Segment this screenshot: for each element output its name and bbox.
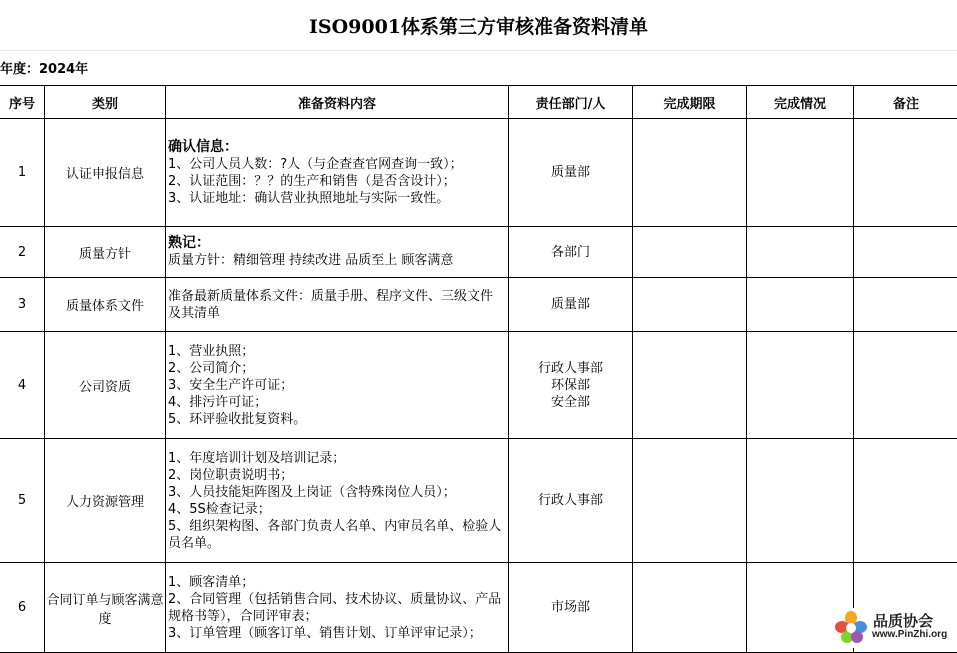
header-category: 类别 [45,86,166,119]
content-line: 1、营业执照； [168,343,505,360]
dept-line: 质量部 [509,164,632,181]
row-content [166,563,509,653]
table-row [0,439,957,563]
content-line: 2、公司简介； [168,360,505,377]
header-content: 准备资料内容 [166,86,509,119]
watermark-url: www.PinZhi.org [872,629,947,640]
row-category: 人力资源管理 [45,439,166,563]
table-row [0,563,957,653]
row-number: 1 [0,119,45,227]
content-heading: 熟记： [168,235,505,252]
content-line: 1、顾客清单； [168,574,505,591]
header-row [0,86,957,119]
content-line: 2、认证范围：？？的生产和销售（是否含设计）； [168,173,505,190]
row-content [166,278,509,332]
row-status [747,332,854,439]
row-dept [509,227,633,278]
content-line: 3、订单管理（顾客订单、销售计划、订单评审记录）； [168,625,505,642]
content-line: 3、安全生产许可证； [168,377,505,394]
row-remarks [854,119,957,227]
document-title: ISO9001体系第三方审核准备资料清单 [0,0,957,51]
row-status [747,119,854,227]
table-row [0,278,957,332]
dept-line: 安全部 [509,394,632,411]
content-line: 1、公司人员人数：?人（与企查查官网查询一致）； [168,156,505,173]
content-line: 3、认证地址：确认营业执照地址与实际一致性。 [168,190,505,207]
row-status [747,439,854,563]
header-dept: 责任部门/人 [509,86,633,119]
row-dept [509,278,633,332]
row-number: 5 [0,439,45,563]
row-deadline [633,332,747,439]
header-status: 完成情况 [747,86,854,119]
checklist-table [0,85,957,653]
content-line: 质量方针：精细管理 持续改进 品质至上 顾客满意 [168,252,505,269]
content-line: 5、组织架构图、各部门负责人名单、内审员名单、检验人员名单。 [168,518,505,552]
row-deadline [633,119,747,227]
row-dept [509,332,633,439]
table-row [0,332,957,439]
row-deadline [633,278,747,332]
row-remarks [854,439,957,563]
row-category: 认证申报信息 [45,119,166,227]
row-content [166,439,509,563]
content-heading: 确认信息： [168,139,505,156]
flower-logo-icon [833,610,869,644]
dept-line: 各部门 [509,244,632,261]
content-line: 4、排污许可证； [168,394,505,411]
row-dept [509,563,633,653]
watermark-logo [828,608,957,648]
table-row [0,227,957,278]
row-status [747,227,854,278]
row-status [747,278,854,332]
table-row [0,119,957,227]
row-category: 公司资质 [45,332,166,439]
row-content [166,119,509,227]
content-line: 2、合同管理（包括销售合同、技术协议、质量协议、产品规格书等），合同评审表； [168,591,505,625]
row-deadline [633,563,747,653]
row-remarks [854,278,957,332]
dept-line: 环保部 [509,377,632,394]
header-deadline: 完成期限 [633,86,747,119]
content-line: 1、年度培训计划及培训记录； [168,450,505,467]
year-label: 年度：2024年 [0,58,88,77]
row-number: 2 [0,227,45,278]
content-line: 4、5S检查记录； [168,501,505,518]
content-line: 5、环评验收批复资料。 [168,411,505,428]
header-remarks: 备注 [854,86,957,119]
row-remarks [854,332,957,439]
row-category: 质量方针 [45,227,166,278]
row-dept [509,439,633,563]
header-no: 序号 [0,86,45,119]
dept-line: 质量部 [509,296,632,313]
row-category: 合同订单与顾客满意度 [45,563,166,653]
row-number: 6 [0,563,45,653]
row-number: 3 [0,278,45,332]
dept-line: 行政人事部 [509,492,632,509]
row-remarks [854,227,957,278]
row-number: 4 [0,332,45,439]
row-deadline [633,227,747,278]
row-category: 质量体系文件 [45,278,166,332]
content-line: 2、岗位职责说明书； [168,467,505,484]
dept-line: 市场部 [509,599,632,616]
dept-line: 行政人事部 [509,360,632,377]
row-content [166,332,509,439]
row-content [166,227,509,278]
row-deadline [633,439,747,563]
content-line: 准备最新质量体系文件：质量手册、程序文件、三级文件及其清单 [168,288,505,322]
watermark-name: 品质协会 [873,610,933,631]
content-line: 3、人员技能矩阵图及上岗证（含特殊岗位人员）； [168,484,505,501]
row-dept [509,119,633,227]
